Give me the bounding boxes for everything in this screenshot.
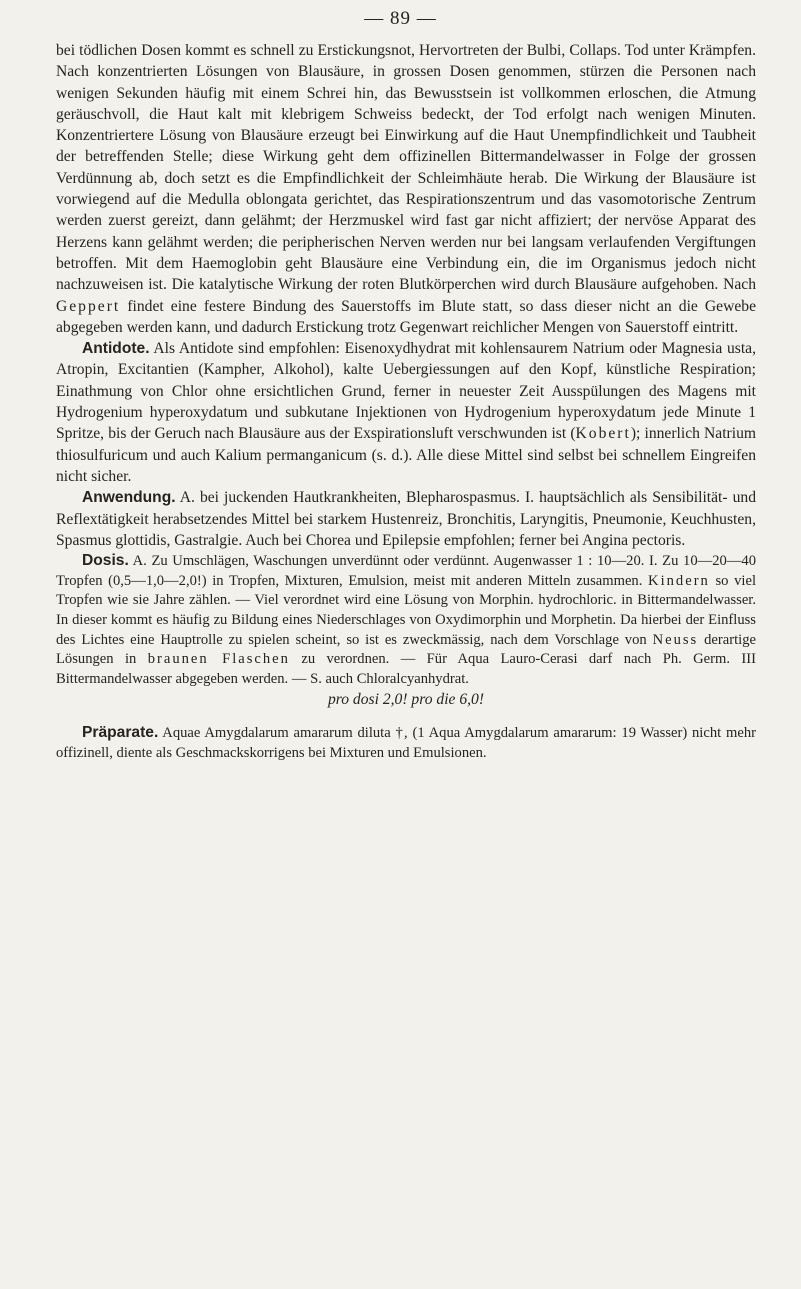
section-heading-anwendung: Anwendung. — [82, 489, 176, 507]
author-name-geppert: Geppert — [56, 297, 121, 315]
paragraph-effects-continuation: findet eine festere Bindung des Sauerstoffs im Blute statt, so dass dieser nicht an die Gewebe abgegeben werden kann, und dadurch Erstickung trotz Gegenwart reichlicher Mengen von Sauerstoff eintritt. — [56, 297, 756, 336]
anwendung-text: A. bei juckenden Hautkrankheiten, Blepharospasmus. I. hauptsächlich als Sensibilität- und Reflextätigkeit herabsetzendes Mittel bei starkem Hustenreiz, Bronchitis, Laryngitis, Pneumonie, Keuchhusten, Spasmus glottidis, Gastralgie. Auch bei Chorea und Epilepsie empfohlen; ferner bei Angina pectoris. — [56, 489, 756, 549]
section-dosis — [56, 551, 756, 689]
paragraph-effects — [56, 40, 756, 338]
author-name-neuss: Neuss — [652, 631, 699, 648]
antidote-text-part-2: ); innerlich Natrium thiosulfuricum und auch Kalium permanganicum (s. d.). Alle diese Mittel sind selbst bei schnellem Eingreifen nicht sicher. — [56, 425, 757, 485]
section-praeparate — [56, 723, 756, 763]
praeparate-text: Aquae Amygdalarum amararum diluta †, (1 Aqua Amygdalarum amararum: 19 Wasser) nicht mehr offizinell, diente als Geschmackskorrigens bei Mixturen und Emulsionen. — [56, 725, 756, 761]
dosis-text-part-3: derartige Lösungen in — [56, 631, 756, 668]
page-number: — 89 — — [364, 8, 437, 29]
dosis-emphasis-braunen-flaschen: braunen Flaschen — [147, 651, 290, 668]
antidote-text-part-1: Als Antidote sind empfohlen: Eisenoxydhydrat mit kohlensaurem Natrium oder Magnesia usta, Atropin, Excitantien (Kampher, Alkohol), kalte Uebergiessungen auf den Kopf, künstliche Respiration; Einathmung von Chlor ohne ersichtlichen Grund, ferner in neuester Zeit Ausspülungen des Magens mit Hydrogenium hyperoxydatum und subkutane Injektionen von Hydrogenium hyperoxydatum jede Minute 1 Spritze, bis der Geruch nach Blausäure aus der Exspirationsluft verschwunden ist ( — [56, 340, 756, 443]
dosis-emphasis-kindern: Kindern — [648, 572, 710, 589]
paragraph-effects-text: bei tödlichen Dosen kommt es schnell zu Erstickungsnot, Hervortreten der Bulbi, Collaps. Tod unter Krämpfen. Nach konzentrierten Lösungen von Blausäure, in grossen Dosen genommen, stürzen die Personen nach wenigen Sekunden häufig mit einem Schrei hin, das Bewusstsein ist vollkommen erloschen, die Atmung geräuschvoll, die Haut kalt mit klebrigem Schweiss bedeckt, der Tod erfolgt nach wenigen Minuten. Konzentriertere Lösung von Blausäure erzeugt bei Einwirkung auf die Haut Unempfindlichkeit und Taubheit der betreffenden Stelle; diese Wirkung geht dem offizinellen Bittermandelwasser in Folge der grossen Verdünnung ab, doch setzt es die Empfindlichkeit der Schleimhäute herab. Die Wirkung der Blausäure ist vorwiegend auf die Medulla oblongata gerichtet, das Respirationszentrum und das vasomotorische Zentrum werden zuerst gereizt, dann gelähmt; der Herzmuskel wird fast gar nicht affiziert; der nervöse Apparat des Herzens kann gelähmt werden; die peripherischen Nerven werden nur bei langsam verlaufenden Vergiftungen betroffen. Mit dem Haemoglobin geht Blausäure eine Verbindung ein, die im Organismus jedoch nicht nachzuweisen ist. Die katalytische Wirkung der roten Blutkörperchen wird durch Blausäure aufgehoben. Nach — [56, 42, 756, 294]
dosis-text-part-1: A. Zu Umschlägen, Waschungen unverdünnt oder verdünnt. Augenwasser 1 : 10—20. I. Zu 10—20—40 Tropfen (0,5—1,0—2,0!) in Tropfen, Mixturen, Emulsion, meist mit anderen Mitteln zusammen. — [56, 553, 756, 589]
dosis-text-part-4: zu verordnen. — Für Aqua Lauro-Cerasi darf nach Ph. Germ. III Bittermandelwasser abgegeben werden. — S. auch Chloralcyanhydrat. — [56, 651, 756, 687]
section-heading-praeparate: Präparate. — [82, 724, 159, 742]
section-anwendung — [56, 487, 756, 551]
page-body — [56, 40, 756, 763]
dosis-text-part-2: so viel Tropfen wie sie Jahre zählen. — Viel verordnet wird eine Lösung von Morphin. hydrochloric. in Bittermandelwasser. In dieser kommt es häufig zu Bildung eines Niederschlages von Oxydimorphin und Morphetin. Da hierbei der Einfluss des Lichtes eine Hauptrolle zu spielen scheint, so ist es zweckmässig, nach dem Vorschlage von — [56, 572, 756, 648]
section-heading-antidote: Antidote. — [82, 340, 150, 358]
author-name-kobert: Kobert — [575, 425, 631, 443]
section-heading-dosis: Dosis. — [82, 552, 129, 570]
section-gap — [56, 711, 756, 723]
dosis-formula: pro dosi 2,0! pro die 6,0! — [327, 691, 485, 709]
section-antidote — [56, 338, 756, 487]
